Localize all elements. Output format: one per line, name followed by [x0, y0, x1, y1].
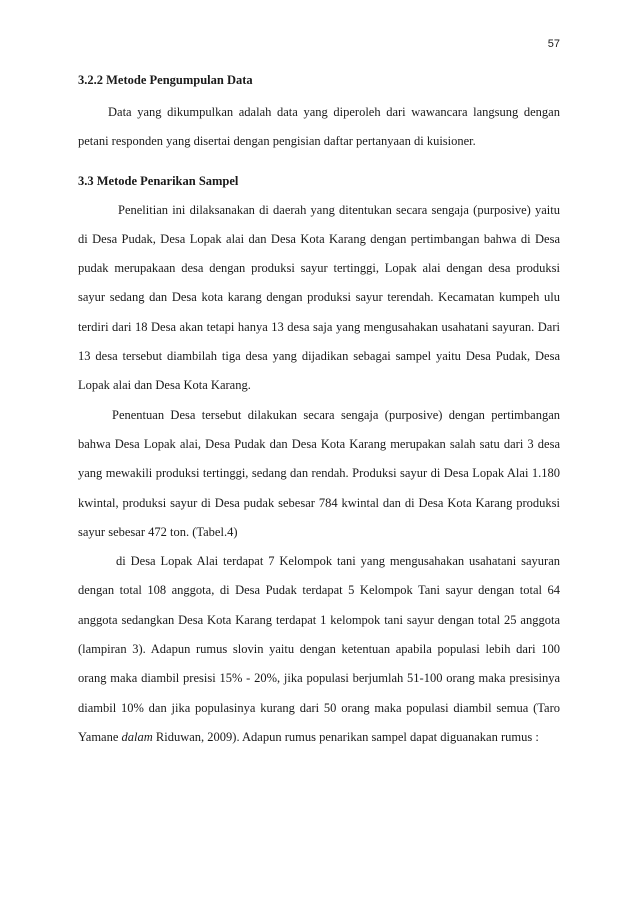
paragraph-kelompok-tani — [78, 547, 560, 752]
section-heading-penarikan-sampel: 3.3 Metode Penarikan Sampel — [78, 173, 239, 188]
paragraph-text-part: Riduwan, 2009). Adapun rumus penarikan sampel dapat diguanakan rumus : — [152, 729, 539, 744]
section-heading-pengumpulan-data: 3.2.2 Metode Pengumpulan Data — [78, 73, 253, 87]
document-body — [78, 70, 560, 752]
italic-text: dalam — [121, 729, 153, 744]
paragraph-penentuan-desa: Penentuan Desa tersebut dilakukan secara sengaja (purposive) dengan pertimbangan bahwa Desa Lopak alai, Desa Pudak dan Desa Kota Karang merupakan salah satu dari 3 desa yang mewakili produksi tertinggi, sedang dan rendah. Produksi sayur di Desa Lopak Alai 1.180 kwintal, produksi sayur di Desa pudak sebesar 784 kwintal dan di Desa Kota Karang produksi sayur sebesar 472 ton. (Tabel.4) — [78, 407, 560, 539]
paragraph-text-part: di Desa Lopak Alai terdapat 7 Kelompok tani yang mengusahakan usahatani sayuran dengan total 108 anggota, di Desa Pudak terdapat 5 Kelompok Tani sayur dengan total 64 anggota sedangkan Desa Kota Karang terdapat 1 kelompok tani sayur dengan total 25 anggota (lampiran 3). Adapun rumus slovin yaitu dengan ketentuan apabila populasi lebih dari 100 orang maka diambil presisi 15% - 20%, jika populasi berjumlah 51-100 orang maka presisinya diambil 10% dan jika populasinya kurang dari 50 orang maka populasi diambil semua (Taro Yamane — [78, 554, 560, 744]
paragraph-pengumpulan-data: Data yang dikumpulkan adalah data yang diperoleh dari wawancara langsung dengan petani responden yang disertai dengan pengisian daftar pertanyaan di kuisioner. — [78, 105, 560, 149]
page-number: 57 — [547, 38, 560, 50]
paragraph-lokasi-penelitian: Penelitian ini dilaksanakan di daerah yang ditentukan secara sengaja (purposive) yaitu di Desa Pudak, Desa Lopak alai dan Desa Kota Karang dengan pertimbangan bahwa di Desa pudak merupakaan desa dengan produksi sayur tertinggi, Lopak alai dengan desa produksi sayur sedang dan Desa kota karang dengan produksi sayur terendah. Kecamatan kumpeh ulu terdiri dari 18 Desa akan tetapi hanya 13 desa saja yang mengusahakan usahatani sayuran. Dari 13 desa tersebut diambilah tiga desa yang dijadikan sebagai sampel yaitu Desa Pudak, Desa Lopak alai dan Desa Kota Karang. — [78, 202, 560, 393]
